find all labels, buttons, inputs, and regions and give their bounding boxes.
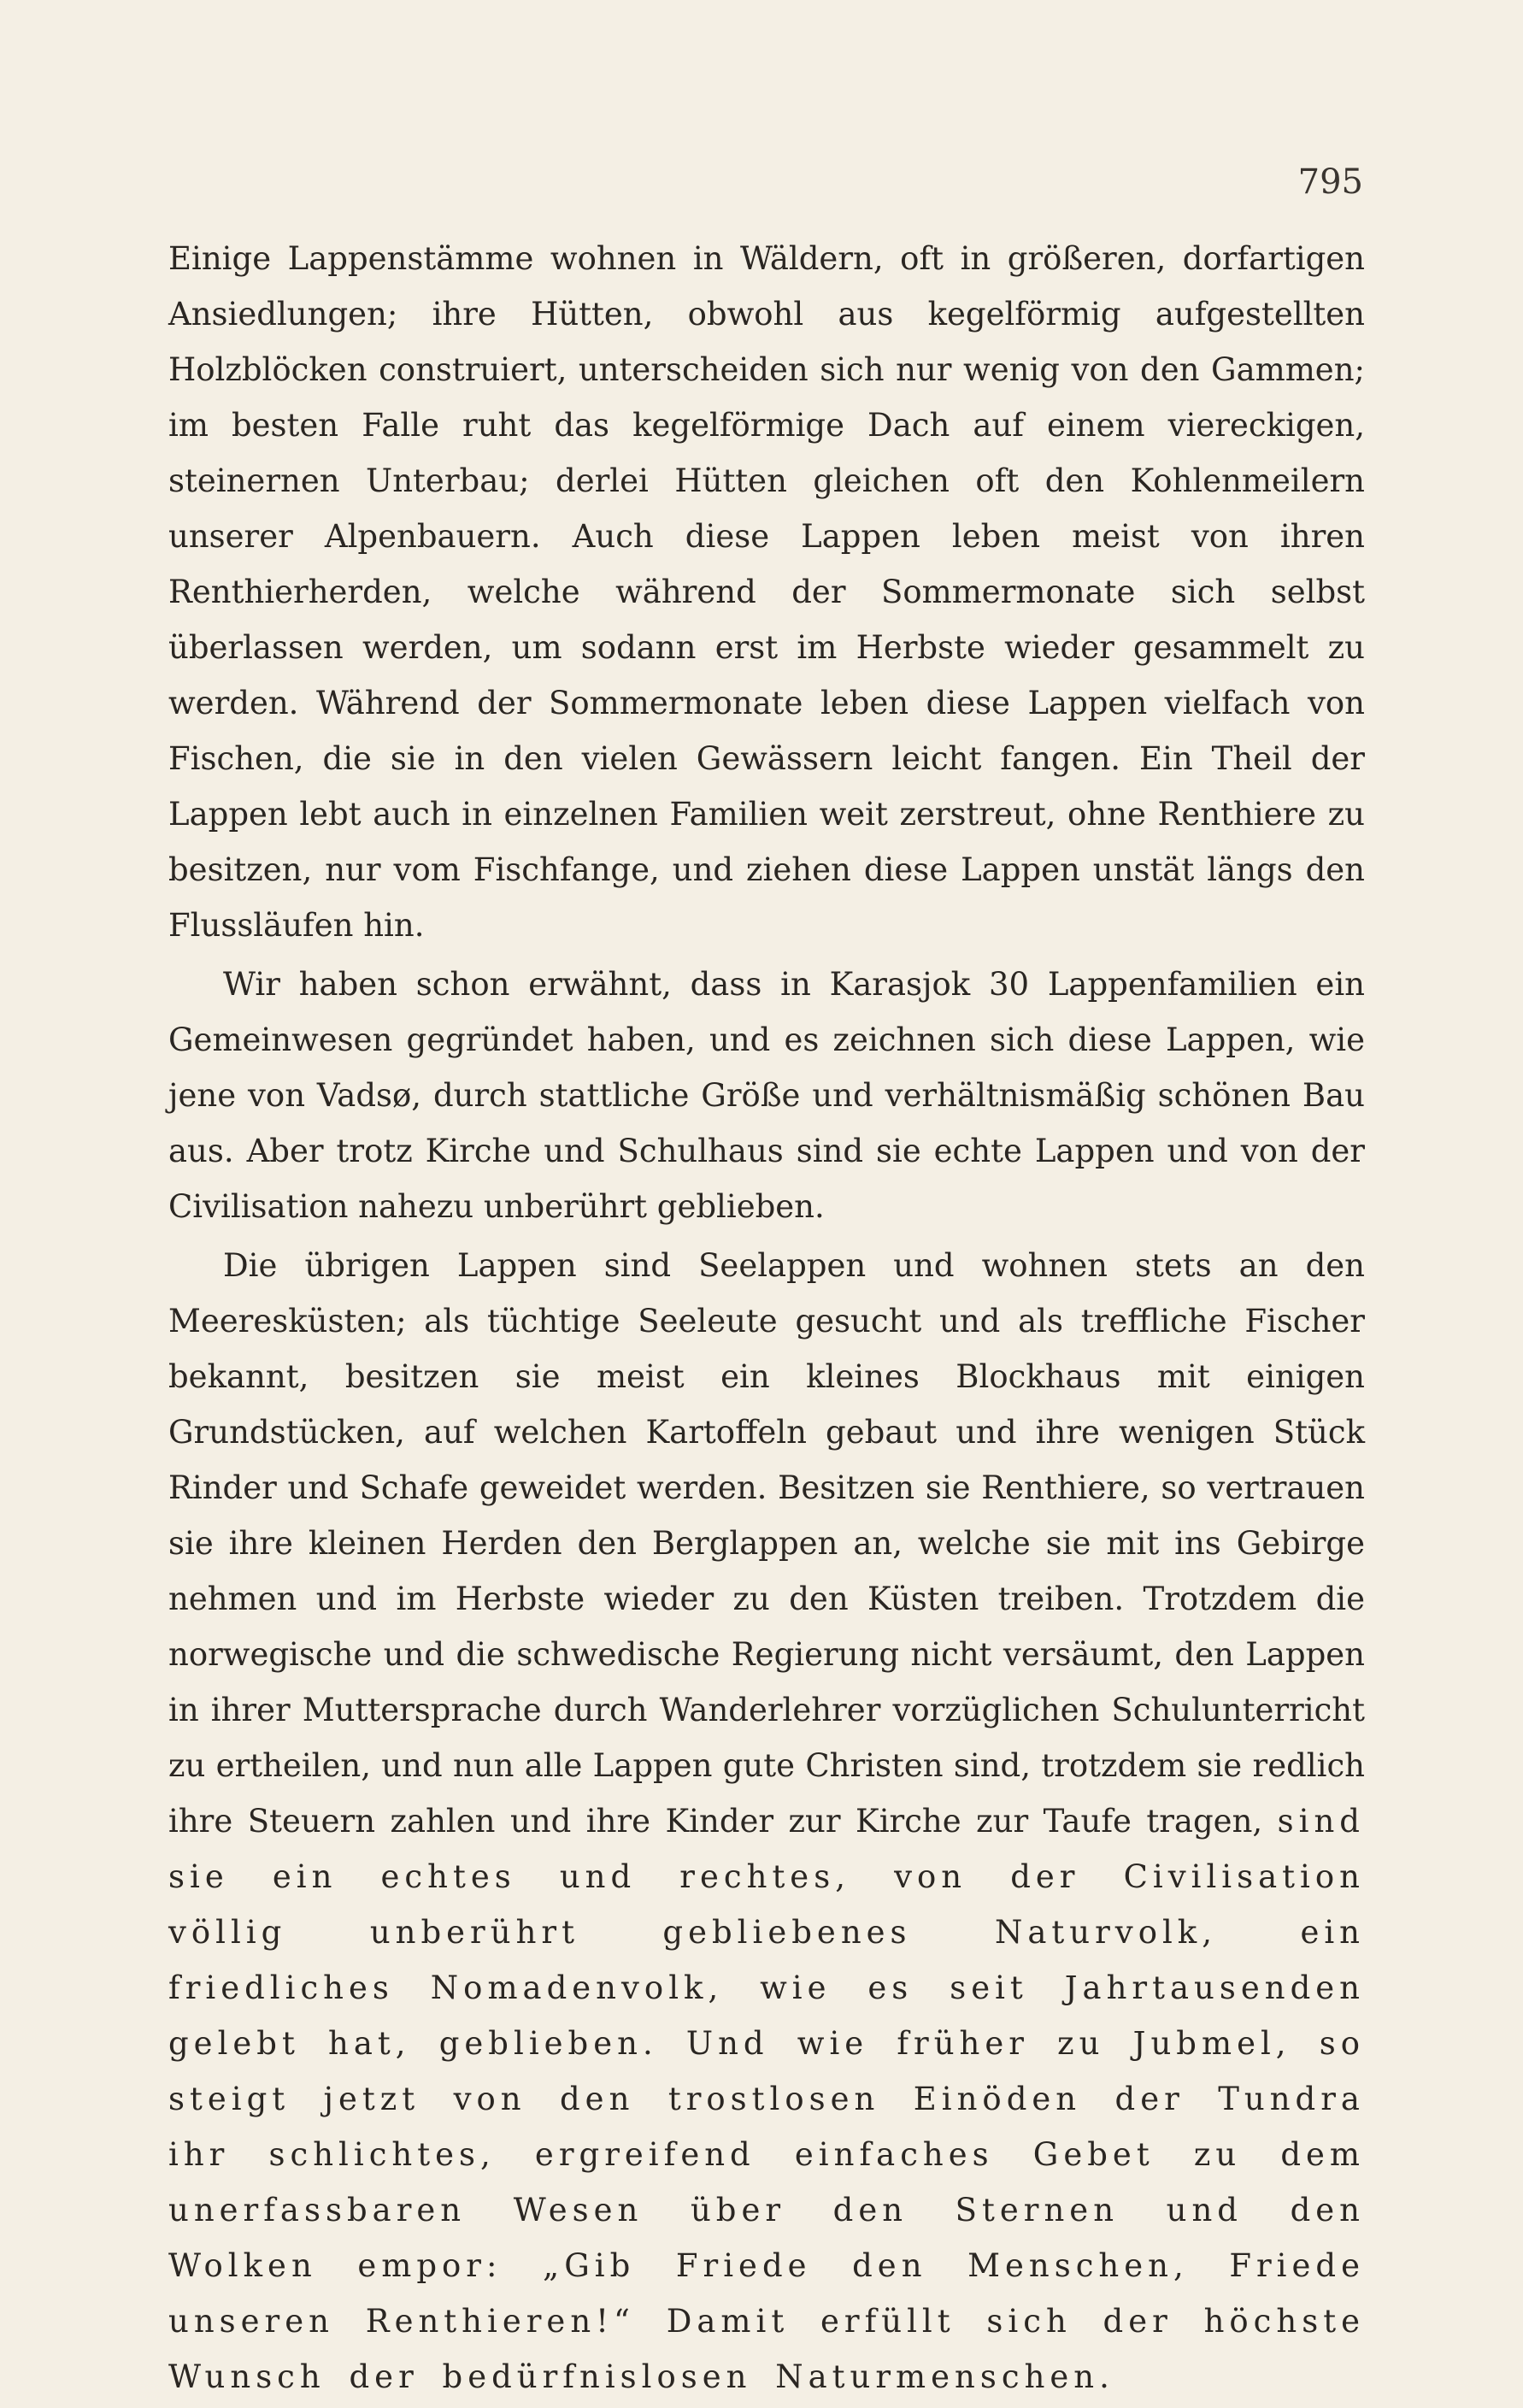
paragraph-1: Einige Lappenstämme wohnen in Wäldern, oft in größeren, dorfartigen Ansiedlungen; ihre Hütten, obwohl aus kegelförmig aufgestellten Holzblöcken construiert, unterscheiden sich nur wenig von den Gammen; im besten Falle ruht das kegelförmige Dach auf einem viereckigen, steinernen Unterbau; derlei Hütten gleichen oft den Kohlenmeilern unserer Alpenbauern. Auch diese Lappen leben meist von ihren Renthierherden, welche während der Sommermonate sich selbst überlassen werden, um sodann erst im Herbste wieder gesammelt zu werden. Während der Sommermonate leben diese Lappen vielfach von Fischen, die sie in den vielen Gewässern leicht fangen. Ein Theil der Lappen lebt auch in einzelnen Familien weit zerstreut, ohne Renthiere zu besitzen, nur vom Fischfange, und ziehen diese Lappen unstät längs den Flussläufen hin. xyxy=(168,240,1365,944)
page-number: 795 xyxy=(1297,162,1363,202)
body-text xyxy=(168,231,1365,2408)
paragraph-3-spaced-text: sind sie ein echtes und rechtes, von der Civilisation völlig unberührt gebliebenes Naturvolk, ein friedliches Nomadenvolk, wie es seit Jahrtausenden gelebt hat, geblieben. Und wie früher zu Jubmel, so steigt jetzt von den trostlosen Einöden der Tundra ihr schlichtes, ergreifend einfaches Gebet zu dem unerfassbaren Wesen über den Sternen und den Wolken empor: „Gib Friede den Menschen, Friede unseren Renthieren!“ Damit erfüllt sich der höchste Wunsch der bedürfnislosen Naturmenschen. xyxy=(168,1803,1365,2395)
paragraph-2: Wir haben schon erwähnt, dass in Karasjok 30 Lappenfamilien ein Gemeinwesen gegründet haben, und es zeichnen sich diese Lappen, wie jene von Vadsø, durch stattliche Größe und verhältnismäßig schönen Bau aus. Aber trotz Kirche und Schulhaus sind sie echte Lappen und von der Civilisation nahezu unberührt geblieben. xyxy=(168,966,1365,1225)
paragraph-3 xyxy=(168,1238,1365,2405)
paragraph-3-text: Die übrigen Lappen sind Seelappen und wohnen stets an den Meeresküsten; als tüchtige Seeleute gesucht und als treffliche Fischer bekannt, besitzen sie meist ein kleines Blockhaus mit einigen Grundstücken, auf welchen Kartoffeln gebaut und ihre wenigen Stück Rinder und Schafe geweidet werden. Besitzen sie Renthiere, so vertrauen sie ihre kleinen Herden den Berglappen an, welche sie mit ins Gebirge nehmen und im Herbste wieder zu den Küsten treiben. Trotzdem die norwegische und die schwedische Regierung nicht versäumt, den Lappen in ihrer Muttersprache durch Wanderlehrer vorzüglichen Schulunterricht zu ertheilen, und nun alle Lappen gute Christen sind, trotzdem sie redlich ihre Steuern zahlen und ihre Kinder zur Kirche zur Taufe tragen, xyxy=(168,1247,1365,1840)
